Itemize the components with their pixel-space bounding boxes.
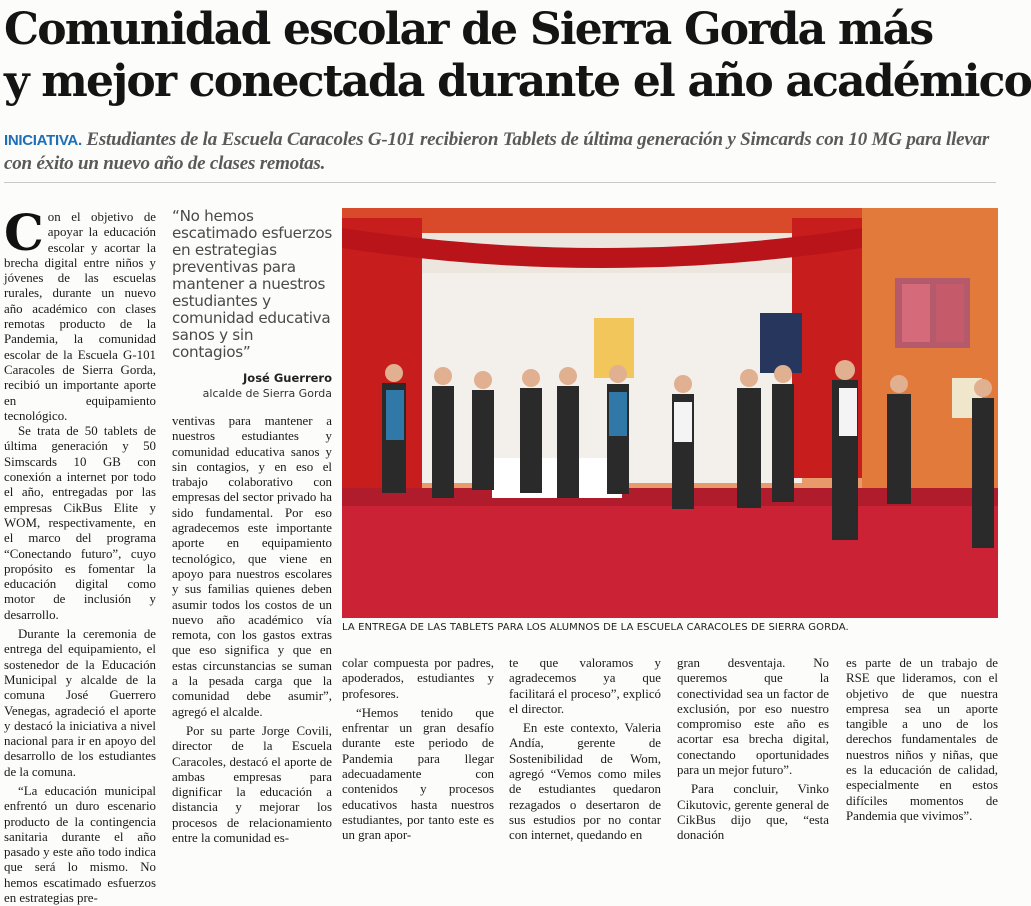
body-column-3 <box>342 656 494 844</box>
col5-paragraph-1: gran desventaja. No queremos que la conectividad sea un factor de exclusión, por eso nuestro compromiso este año es acortar esa brecha digital, conectando oportunidades para un mejor futuro”. <box>677 656 829 778</box>
col3-paragraph-2: “Hemos tenido que enfrentar un gran desafío durante este periodo de Pandemia para llegar adecuadamente con contenidos y procesos educativos hasta nuestros estudiantes, por tanto este es un gran apor- <box>342 705 494 843</box>
headline-line-1: Comunidad escolar de Sierra Gorda más <box>4 4 933 55</box>
lead-kicker: INICIATIVA. <box>4 132 82 149</box>
col1-paragraph-1: Con el objetivo de apoyar la educación escolar y acortar la brecha digital entre niños y jóvenes de las escuelas rurales, durante un nuevo año académico con clases remotas producto de la Pandemia, la comunidad escolar de la Escuela G-101 Caracoles de Sierra Gorda, recibió un importante aporte en equipamiento tecnológico. <box>4 203 156 423</box>
event-photo <box>342 208 998 618</box>
body-column-6 <box>846 656 998 824</box>
photo-illustration <box>342 208 998 618</box>
col1-paragraph-4: “La educación municipal enfrentó un duro escenario producto de la contingencia sanitaria durante el año pasado y este año todo indica que será lo mismo. No hemos escatimado esfuerzos en estrategias pre- <box>4 783 156 906</box>
col2-paragraph-2: Por su parte Jorge Covili, director de la Escuela Caracoles, destacó el aporte de ambas empresas para dignificar la educación a distancia y mejorar los procesos de relacionamiento entre la comunidad es- <box>172 723 332 846</box>
col6-paragraph-1: es parte de un trabajo de RSE que lideramos, con el objetivo de que nuestra empresa sea un aporte tangible a uno de los derechos fundamentales de nuestros niños y niñas, que es la educación de calidad, especialmente en estos difíciles momentos de Pandemia que vivimos”. <box>846 656 998 823</box>
pull-quote-role: alcalde de Sierra Gorda <box>202 387 332 400</box>
col3-paragraph-1: colar compuesta por padres, apoderados, estudiantes y profesores. <box>342 656 494 701</box>
body-column-4 <box>509 656 661 844</box>
body-column-1 <box>4 203 156 906</box>
lead-text: Estudiantes de la Escuela Caracoles G-101 recibieron Tablets de última generación y Simcards con 10 MG para llevar con éxito un nuevo año de clases remotas. <box>4 129 990 174</box>
col1-paragraph-2: Se trata de 50 tablets de última generación y 50 Simscards 10 GB con conexión a internet por todo el año, entregadas por las empresas CikBus Elite y WOM, respectivamente, en el marco del programa “Conectando futuro”, cuyo propósito es fomentar la educación digital como motor de inclusión y desarrollo. <box>4 424 156 622</box>
lead-paragraph <box>4 128 996 175</box>
headline <box>4 4 1031 108</box>
pull-quote-text: “No hemos escatimado esfuerzos en estrategias preventivas para mantener a nuestros estudiantes y comunidad educativa sanos y sin contagios” <box>172 207 332 361</box>
col2-paragraph-1: ventivas para mantener a nuestros estudiantes y comunidad educativa sanos y sin contagios, y en eso el trabajo colaborativo con empresas del sector privado ha sido fundamental. Por eso agradecemos este importante aporte en equipamiento tecnológico, que viene en apoyo para nuestros escolares y sus familias quienes deben asumir todos los costos de un nuevo año académico vía remota, con los gastos extras que eso significa y que en estas circunstancias se suman a la pesada carga que la comunidad debe asumir”, agregó el alcalde. <box>172 414 332 719</box>
pull-quote-author: José Guerrero <box>243 371 332 385</box>
photo-caption: LA ENTREGA DE LAS TABLETS PARA LOS ALUMNOS DE LA ESCUELA CARACOLES DE SIERRA GORDA. <box>342 622 849 633</box>
col1-paragraph-3: Durante la ceremonia de entrega del equipamiento, el sostenedor de la Educación Municipal y alcalde de la comuna José Guerrero Venegas, agradeció el aporte y destacó la iniciativa a nivel nacional para ir en apoyo del desarrollo de los estudiantes de la comuna. <box>4 627 156 779</box>
drop-cap: C <box>4 203 44 262</box>
col4-paragraph-1: te que valoramos y agradecemos ya que facilitará el proceso”, explicó el director. <box>509 656 661 716</box>
col4-paragraph-2: En este contexto, Valeria Andía, gerente de Sostenibilidad de Wom, agregó “Vemos como miles de estudiantes quedaron rezagados o desertaron de sus estudios por no contar con internet, quedando en <box>509 721 661 843</box>
headline-divider <box>4 182 996 183</box>
col5-paragraph-2: Para concluir, Vinko Cikutovic, gerente general de CikBus dijo que, “esta donación <box>677 782 829 843</box>
body-column-2 <box>172 414 332 846</box>
headline-line-2: y mejor conectada durante el año académico <box>4 56 1031 107</box>
pull-quote <box>172 208 332 400</box>
body-column-5 <box>677 656 829 844</box>
